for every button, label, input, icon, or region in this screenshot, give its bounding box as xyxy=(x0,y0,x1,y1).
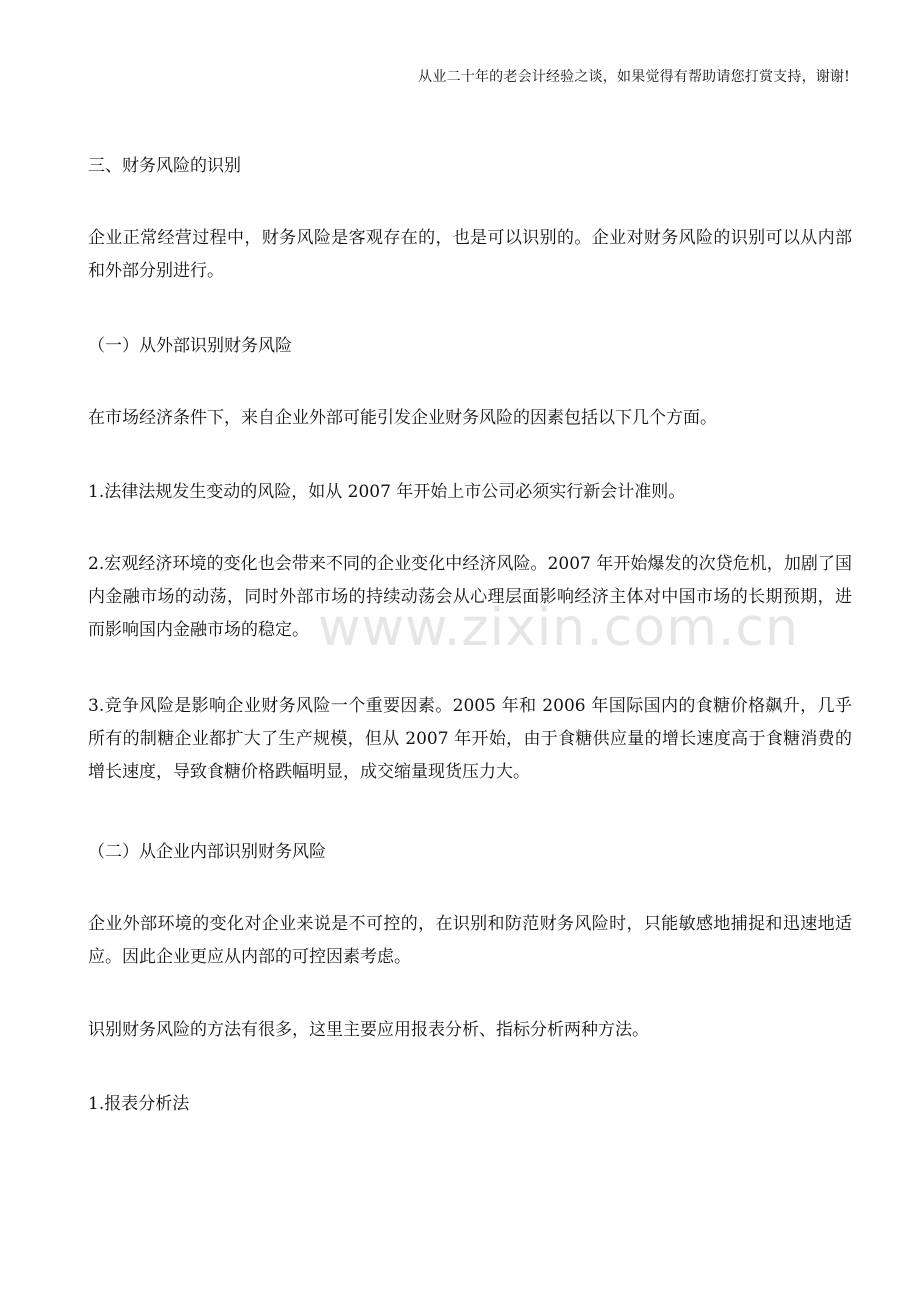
external-item-1: 1.法律法规发生变动的风险，如从 2007 年开始上市公司必须实行新会计准则。 xyxy=(88,482,686,502)
internal-intro-paragraph: 企业外部环境的变化对企业来说是不可控的，在识别和防范财务风险时，只能敏感地捕捉和迅速地适应。因此企业更应从内部的可控因素考虑。 xyxy=(88,914,852,967)
section-title: 三、财务风险的识别 xyxy=(88,156,241,176)
header-note: 从业二十年的老会计经验之谈，如果觉得有帮助请您打赏支持，谢谢! xyxy=(418,69,850,85)
method-1-heading: 1.报表分析法 xyxy=(88,1094,190,1114)
external-item-2: 2.宏观经济环境的变化也会带来不同的企业变化中经济风险。2007 年开始爆发的次贷危机，加剧了国内金融市场的动荡，同时外部市场的持续动荡会从心理层面影响经济主体对中国市场的长期预期，进而影响国内金融市场的稳定。 xyxy=(88,554,852,640)
external-intro-paragraph: 在市场经济条件下，来自企业外部可能引发企业财务风险的因素包括以下几个方面。 xyxy=(88,408,717,428)
methods-paragraph: 识别财务风险的方法有很多，这里主要应用报表分析、指标分析两种方法。 xyxy=(88,1020,649,1040)
intro-paragraph: 企业正常经营过程中，财务风险是客观存在的，也是可以识别的。企业对财务风险的识别可以从内部和外部分别进行。 xyxy=(88,228,852,281)
internal-heading: （二）从企业内部识别财务风险 xyxy=(88,842,326,862)
external-item-3: 3.竞争风险是影响企业财务风险一个重要因素。2005 年和 2006 年国际国内的食糖价格飙升，几乎所有的制糖企业都扩大了生产规模，但从 2007 年开始，由于食糖供应量的增长速度高于食糖消费的增长速度，导致食糖价格跌幅明显，成交缩量现货压力大。 xyxy=(88,696,852,782)
external-heading: （一）从外部识别财务风险 xyxy=(88,336,292,356)
watermark: www.zixin.com.cn xyxy=(318,598,799,658)
